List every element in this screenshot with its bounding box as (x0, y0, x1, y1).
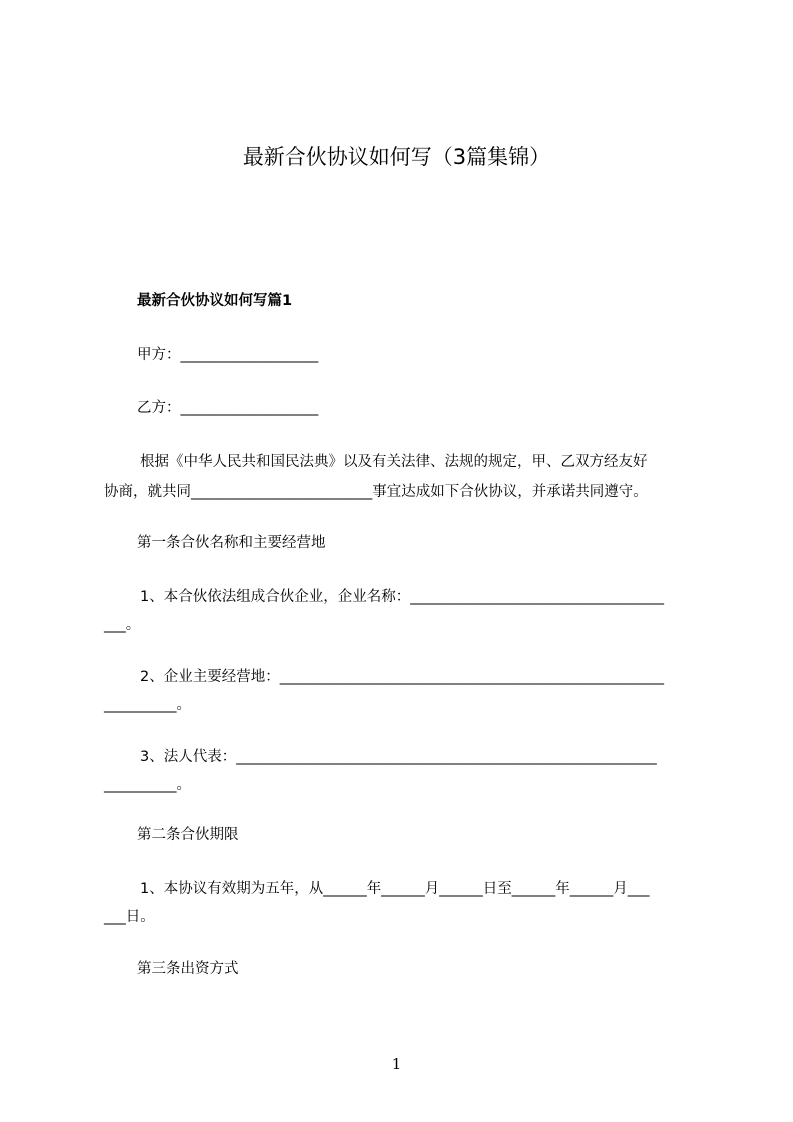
article-1-item-1-line-2: ___。 (104, 617, 141, 633)
article-2-heading: 第二条合伙期限 (137, 827, 239, 843)
page-number: 1 (391, 1055, 402, 1073)
article-1-item-2-line-2: __________。 (104, 697, 191, 713)
article-1-item-2-line-1: 2、企业主要经营地：_____________________________________________________ (140, 669, 664, 685)
article-1-heading: 第一条合伙名称和主要经营地 (137, 535, 326, 551)
intro-paragraph-line-1: 根据《中华人民共和国民法典》以及有关法律、法规的规定，甲、乙双方经友好 (140, 454, 648, 470)
article-3-heading: 第三条出资方式 (137, 961, 239, 977)
document-title: 最新合伙协议如何写（3篇集锦） (242, 145, 551, 169)
party-a-line: 甲方：___________________ (137, 347, 319, 363)
article-1-item-1-line-1: 1、本合伙依法组成合伙企业，企业名称：___________________________________ (140, 589, 664, 605)
intro-paragraph-line-2: 协商，就共同_________________________事宜达成如下合伙协议，并承诺共同遵守。 (104, 484, 648, 500)
article-2-item-1-line-1: 1、本协议有效期为五年，从______年______月______日至______年______月___ (140, 881, 650, 897)
party-b-line: 乙方：___________________ (137, 400, 319, 416)
article-1-item-3-line-1: 3、法人代表：__________________________________________________________ (140, 749, 657, 765)
section-title: 最新合伙协议如何写篇1 (137, 293, 293, 309)
article-1-item-3-line-2: __________。 (104, 777, 191, 793)
article-2-item-1-line-2: ___日。 (104, 909, 155, 925)
